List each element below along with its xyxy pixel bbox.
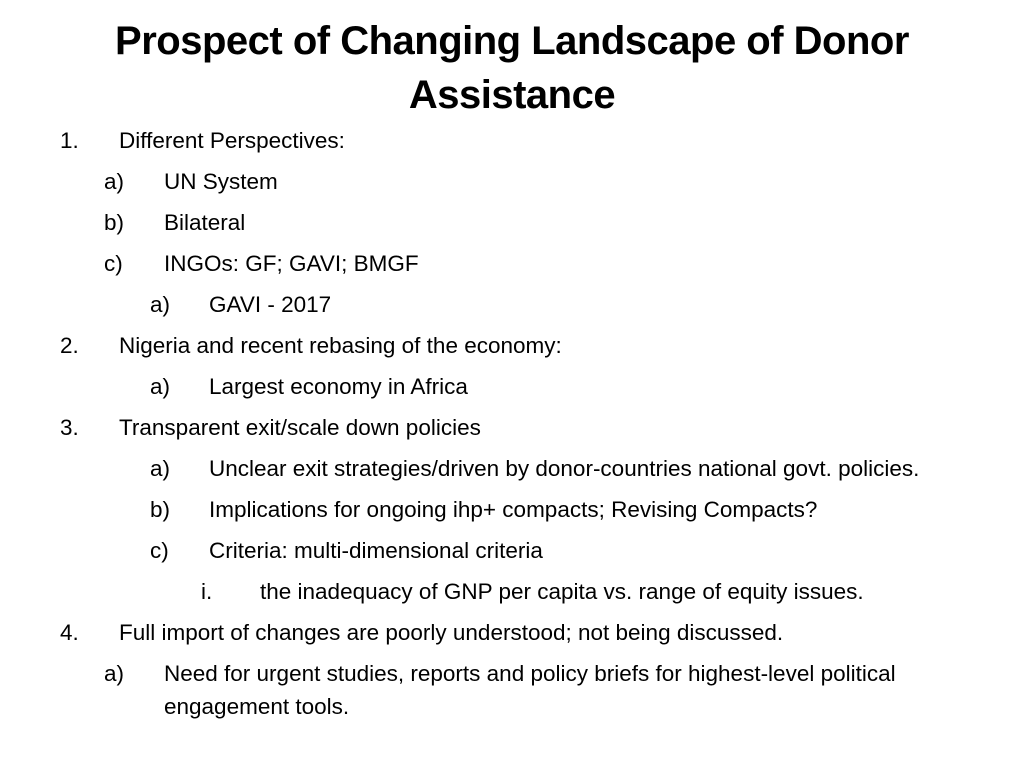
list-item (0, 452, 1024, 485)
list-item (0, 616, 1024, 649)
list-marker: 4. (60, 620, 79, 645)
list-item-text: Largest economy in Africa (209, 374, 468, 399)
list-marker: a) (104, 661, 125, 686)
list-marker: a) (150, 456, 171, 481)
list-marker: 2. (60, 333, 79, 358)
list-item-text: Criteria: multi-dimensional criteria (209, 538, 543, 563)
list-item-text: Bilateral (164, 210, 246, 235)
list-item-text: INGOs: GF; GAVI; BMGF (164, 251, 419, 276)
list-item (0, 124, 1024, 157)
list-item (0, 411, 1024, 444)
list-marker: 1. (60, 128, 79, 153)
list-item (0, 370, 1024, 403)
list-item-text: Nigeria and recent rebasing of the economy: (119, 333, 562, 358)
list-item (0, 657, 1024, 723)
bullet-list (0, 124, 1024, 731)
list-item-text: Different Perspectives: (119, 128, 345, 153)
list-item (0, 534, 1024, 567)
list-item-text: Full import of changes are poorly understood; not being discussed. (119, 620, 784, 645)
list-item-text: the inadequacy of GNP per capita vs. range of equity issues. (260, 579, 864, 604)
list-marker: c) (104, 251, 123, 276)
list-item (0, 575, 1024, 608)
list-item-text: Transparent exit/scale down policies (119, 415, 481, 440)
list-item-text: Unclear exit strategies/driven by donor-countries national govt. policies. (209, 456, 920, 481)
list-item (0, 329, 1024, 362)
list-item-text: Need for urgent studies, reports and policy briefs for highest-level political engagement tools. (164, 661, 896, 719)
list-marker: i. (201, 579, 213, 604)
list-item (0, 165, 1024, 198)
list-marker: b) (104, 210, 125, 235)
slide-title: Prospect of Changing Landscape of Donor Assistance (115, 19, 909, 117)
list-marker: a) (104, 169, 125, 194)
list-item (0, 247, 1024, 280)
list-marker: b) (150, 497, 171, 522)
list-item-text: Implications for ongoing ihp+ compacts; Revising Compacts? (209, 497, 818, 522)
list-marker: a) (150, 374, 171, 399)
list-item (0, 493, 1024, 526)
list-marker: c) (150, 538, 169, 563)
list-item (0, 288, 1024, 321)
list-item-text: UN System (164, 169, 278, 194)
list-marker: a) (150, 292, 171, 317)
list-item (0, 206, 1024, 239)
list-item-text: GAVI - 2017 (209, 292, 332, 317)
list-marker: 3. (60, 415, 79, 440)
